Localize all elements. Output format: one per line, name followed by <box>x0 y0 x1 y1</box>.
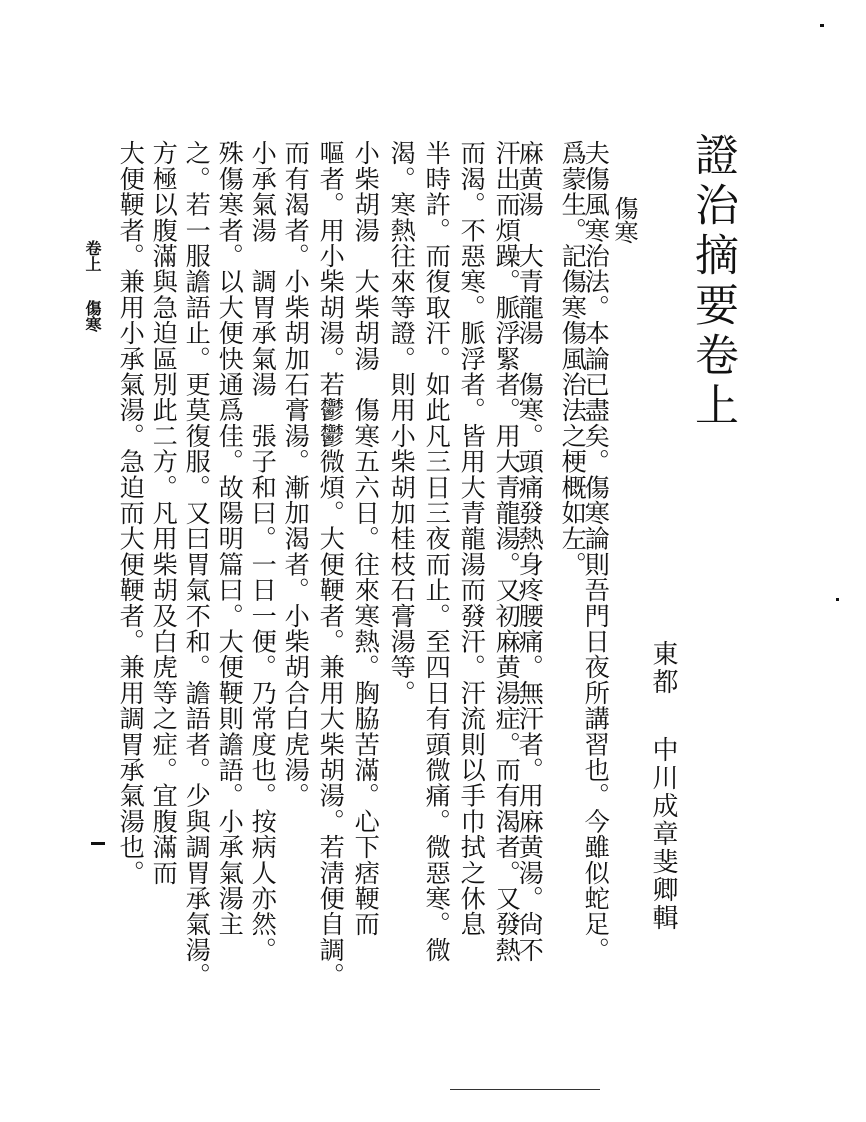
text-column: 而有渴者。小柴胡加石膏湯。漸加渴者。小柴胡合白虎湯。 <box>281 140 311 809</box>
text-column: 汗出而煩躁。脈浮緊者。用大青龍湯。又初麻黄湯症。而有渴者。又發熱 <box>492 140 522 963</box>
margin-volume: 卷上 <box>83 240 102 272</box>
text-column: 殊傷寒者。以大便快通爲佳。故陽明篇曰。大便鞕則譫語。小承氣湯主 <box>215 140 245 937</box>
text-column: 小承氣湯 調胃承氣湯 張子和曰。一日一便。乃常度也。按病人亦然。 <box>248 140 278 963</box>
text-column: 夫傷風寒治法。本論已盡矣。傷寒論則吾門日夜所講習也。今雖似蛇足。 <box>581 140 611 963</box>
author-place: 東都 <box>648 640 678 696</box>
scan-edge-line <box>450 1089 600 1090</box>
text-column: 小柴胡湯 大柴胡湯 傷寒五六日。往來寒熱。胸脇苦滿。心下痞鞕而 <box>351 140 381 937</box>
margin-section: 傷寒 <box>83 300 102 332</box>
page-title: 證治摘要卷上 <box>687 132 738 432</box>
text-column: 半時許。而復取汗。如此凡三日三夜而止。至四日有頭微痛。微惡寒。微 <box>422 140 452 963</box>
author-line <box>650 640 676 932</box>
text-column: 而渴。不惡寒。脈浮者。皆用大青龍湯而發汗。汗流則以手巾拭之休息 <box>457 140 487 937</box>
section-heading: 傷寒 <box>610 196 638 244</box>
fold-mark <box>91 842 105 845</box>
text-column: 嘔者。用小柴胡湯。若鬱鬱微煩。大便鞕者。兼用大柴胡湯。若淸便自調。 <box>316 140 346 989</box>
speck-mark <box>836 598 839 601</box>
text-column: 爲蒙生。記傷寒傷風治法之梗概如左。 <box>558 140 588 577</box>
text-column: 之。若一服譫語止。更莫復服。又曰胃氣不和。譫語者。少與調胃承氣湯。 <box>182 140 212 989</box>
author-name: 中川成章斐卿輯 <box>648 736 678 932</box>
speck-mark <box>820 24 824 27</box>
text-column: 麻黄湯 大青龍湯 傷寒。頭痛發熱身疼腰痛。無汗者。用麻黄湯。尙不 <box>515 140 545 963</box>
text-column: 方極以腹滿與急迫區別此二方。凡用柴胡及白虎等之症。宜腹滿而 <box>149 140 179 886</box>
margin-label <box>84 240 100 332</box>
text-column: 渴。寒熱往來等證。則用小柴胡加桂枝石膏湯等。 <box>387 140 417 706</box>
text-column: 大便鞕者。兼用小承氣湯。急迫而大便鞕者。兼用調胃承氣湯也。 <box>116 140 146 886</box>
